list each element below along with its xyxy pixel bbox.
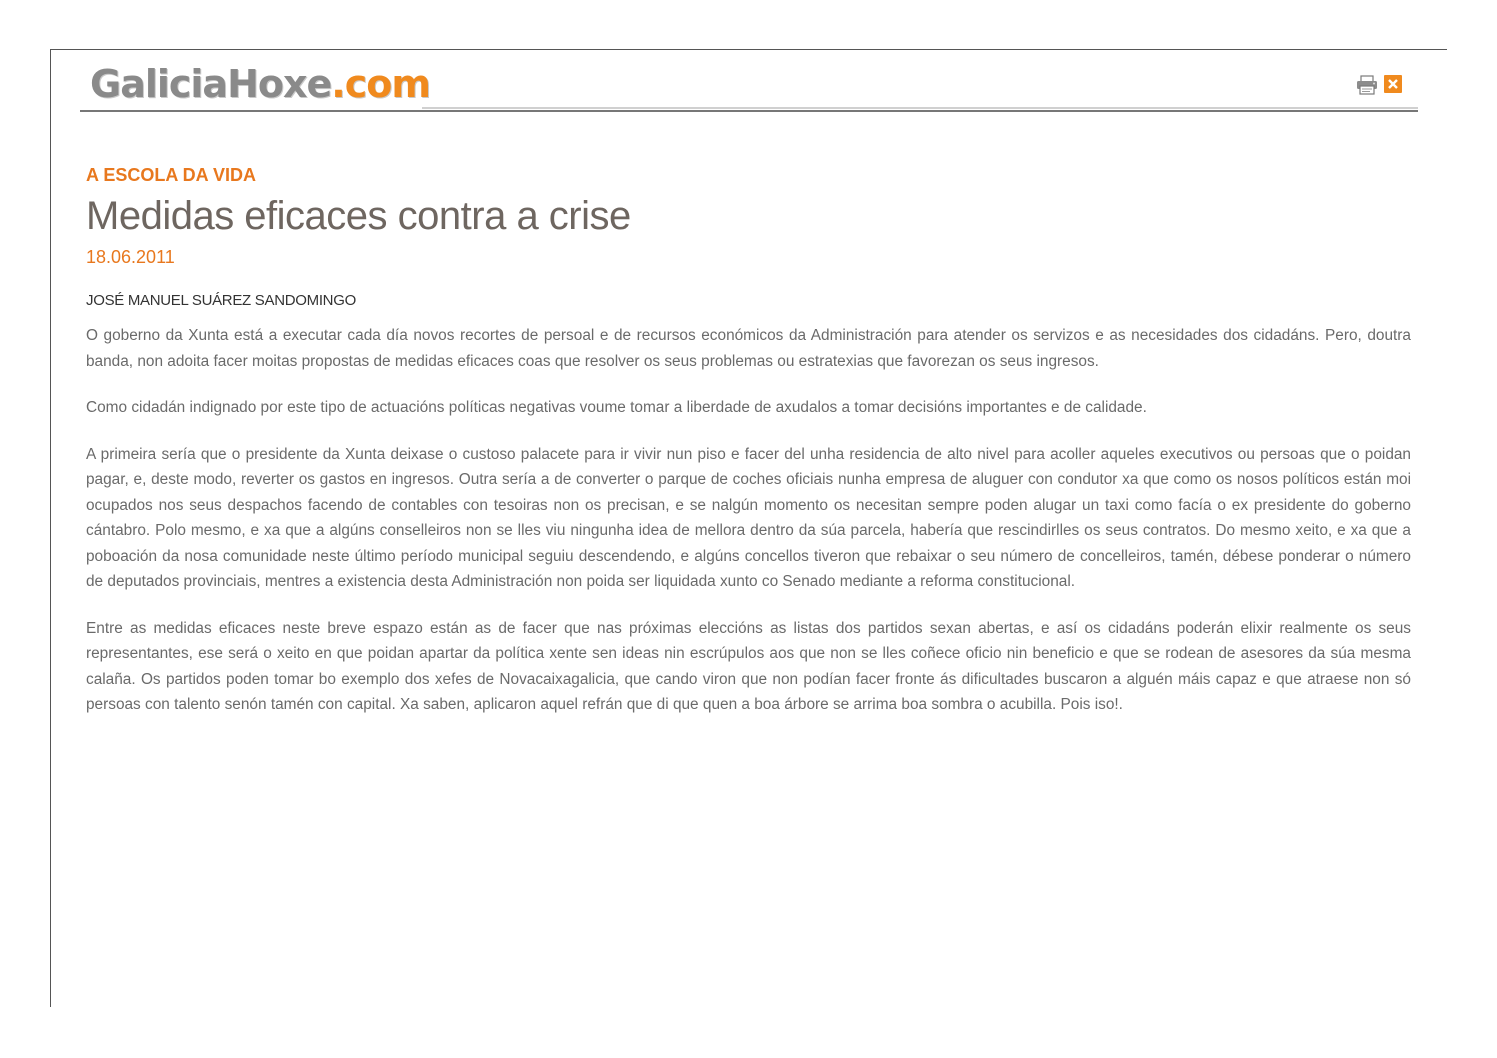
page-frame-top-border	[50, 49, 1447, 50]
site-header	[80, 60, 1418, 112]
article-date: 18.06.2011	[86, 247, 175, 267]
header-rule	[80, 110, 1418, 112]
logo-domain-text: .com	[331, 62, 430, 106]
article	[86, 160, 1411, 718]
article-title: Medidas eficaces contra a crise	[86, 194, 631, 238]
site-logo[interactable]	[90, 62, 430, 106]
article-paragraph: A primeira sería que o presidente da Xunta deixase o custoso palacete para ir vivir nun piso e facer del unha residencia de alto nivel para acoller aqueles executivos ou persoas que o poidan pagar, e, deste modo, reverter os gastos en ingresos. Outra sería a de converter o parque de coches oficiais nunha empresa de aluguer con condutor xa que como os nosos políticos están moi ocupados nos seus despachos facendo de contables con tesoiras non os precisan, e se nalgún momento os necesitan sempre poden alugar un taxi como facía o ex presidente do goberno cántabro. Polo mesmo, e xa que a algúns conselleiros non se lles viu ningunha idea de mellora dentro da súa parcela, habería que rescindirlles os seus contratos. Do mesmo xeito, e xa que a poboación da nosa comunidade neste último período municipal seguiu descendendo, e algúns concellos tiveron que rebaixar o seu número de concelleiros, tamén, débese ponderar o número de deputados provinciais, mentres a existencia desta Administración non poida ser liquidada xunto co Senado mediante a reforma constitucional.	[86, 445, 1411, 590]
article-paragraph: Entre as medidas eficaces neste breve espazo están as de facer que nas próximas eleccións as listas dos partidos sexan abertas, e así os cidadáns poderán elixir realmente os seus representantes, ese será o xeito en que poidan apartar da política xente sen ideas nin escrúpulos aos que non se lles coñece oficio nin beneficio e que se rodean de asesores da súa mesma calaña. Os partidos poden tomar bo exemplo dos xefes de Novacaixagalicia, que cando viron que non podían facer fronte ás dificultades buscaron a alguén máis capaz e que atraese non só persoas con talento senón tamén con capital. Xa saben, aplicaron aquel refrán que di que quen a boa árbore se arrima boa sombra o acubilla. Pois iso!.	[86, 619, 1411, 713]
article-section: A ESCOLA DA VIDA	[86, 165, 257, 185]
page-frame-left-border	[50, 49, 51, 1007]
article-paragraph: O goberno da Xunta está a executar cada día novos recortes de persoal e de recursos económicos da Administración para atender os servizos e as necesidades dos cidadáns. Pero, doutra banda, non adoita facer moitas propostas de medidas eficaces coas que resolver os seus problemas ou estratexias que favorezan os seus ingresos.	[86, 327, 1411, 370]
logo-main-text: GaliciaHoxe	[90, 62, 332, 106]
article-author: JOSÉ MANUEL SUÁREZ SANDOMINGO	[86, 292, 356, 309]
print-icon[interactable]	[1356, 75, 1378, 95]
header-rule-light	[422, 107, 1418, 109]
article-body	[86, 323, 1411, 718]
close-icon[interactable]	[1384, 75, 1402, 93]
article-paragraph: Como cidadán indignado por este tipo de actuacións políticas negativas voume tomar a liberdade de axudalos a tomar decisións importantes e de calidade.	[86, 399, 1147, 416]
